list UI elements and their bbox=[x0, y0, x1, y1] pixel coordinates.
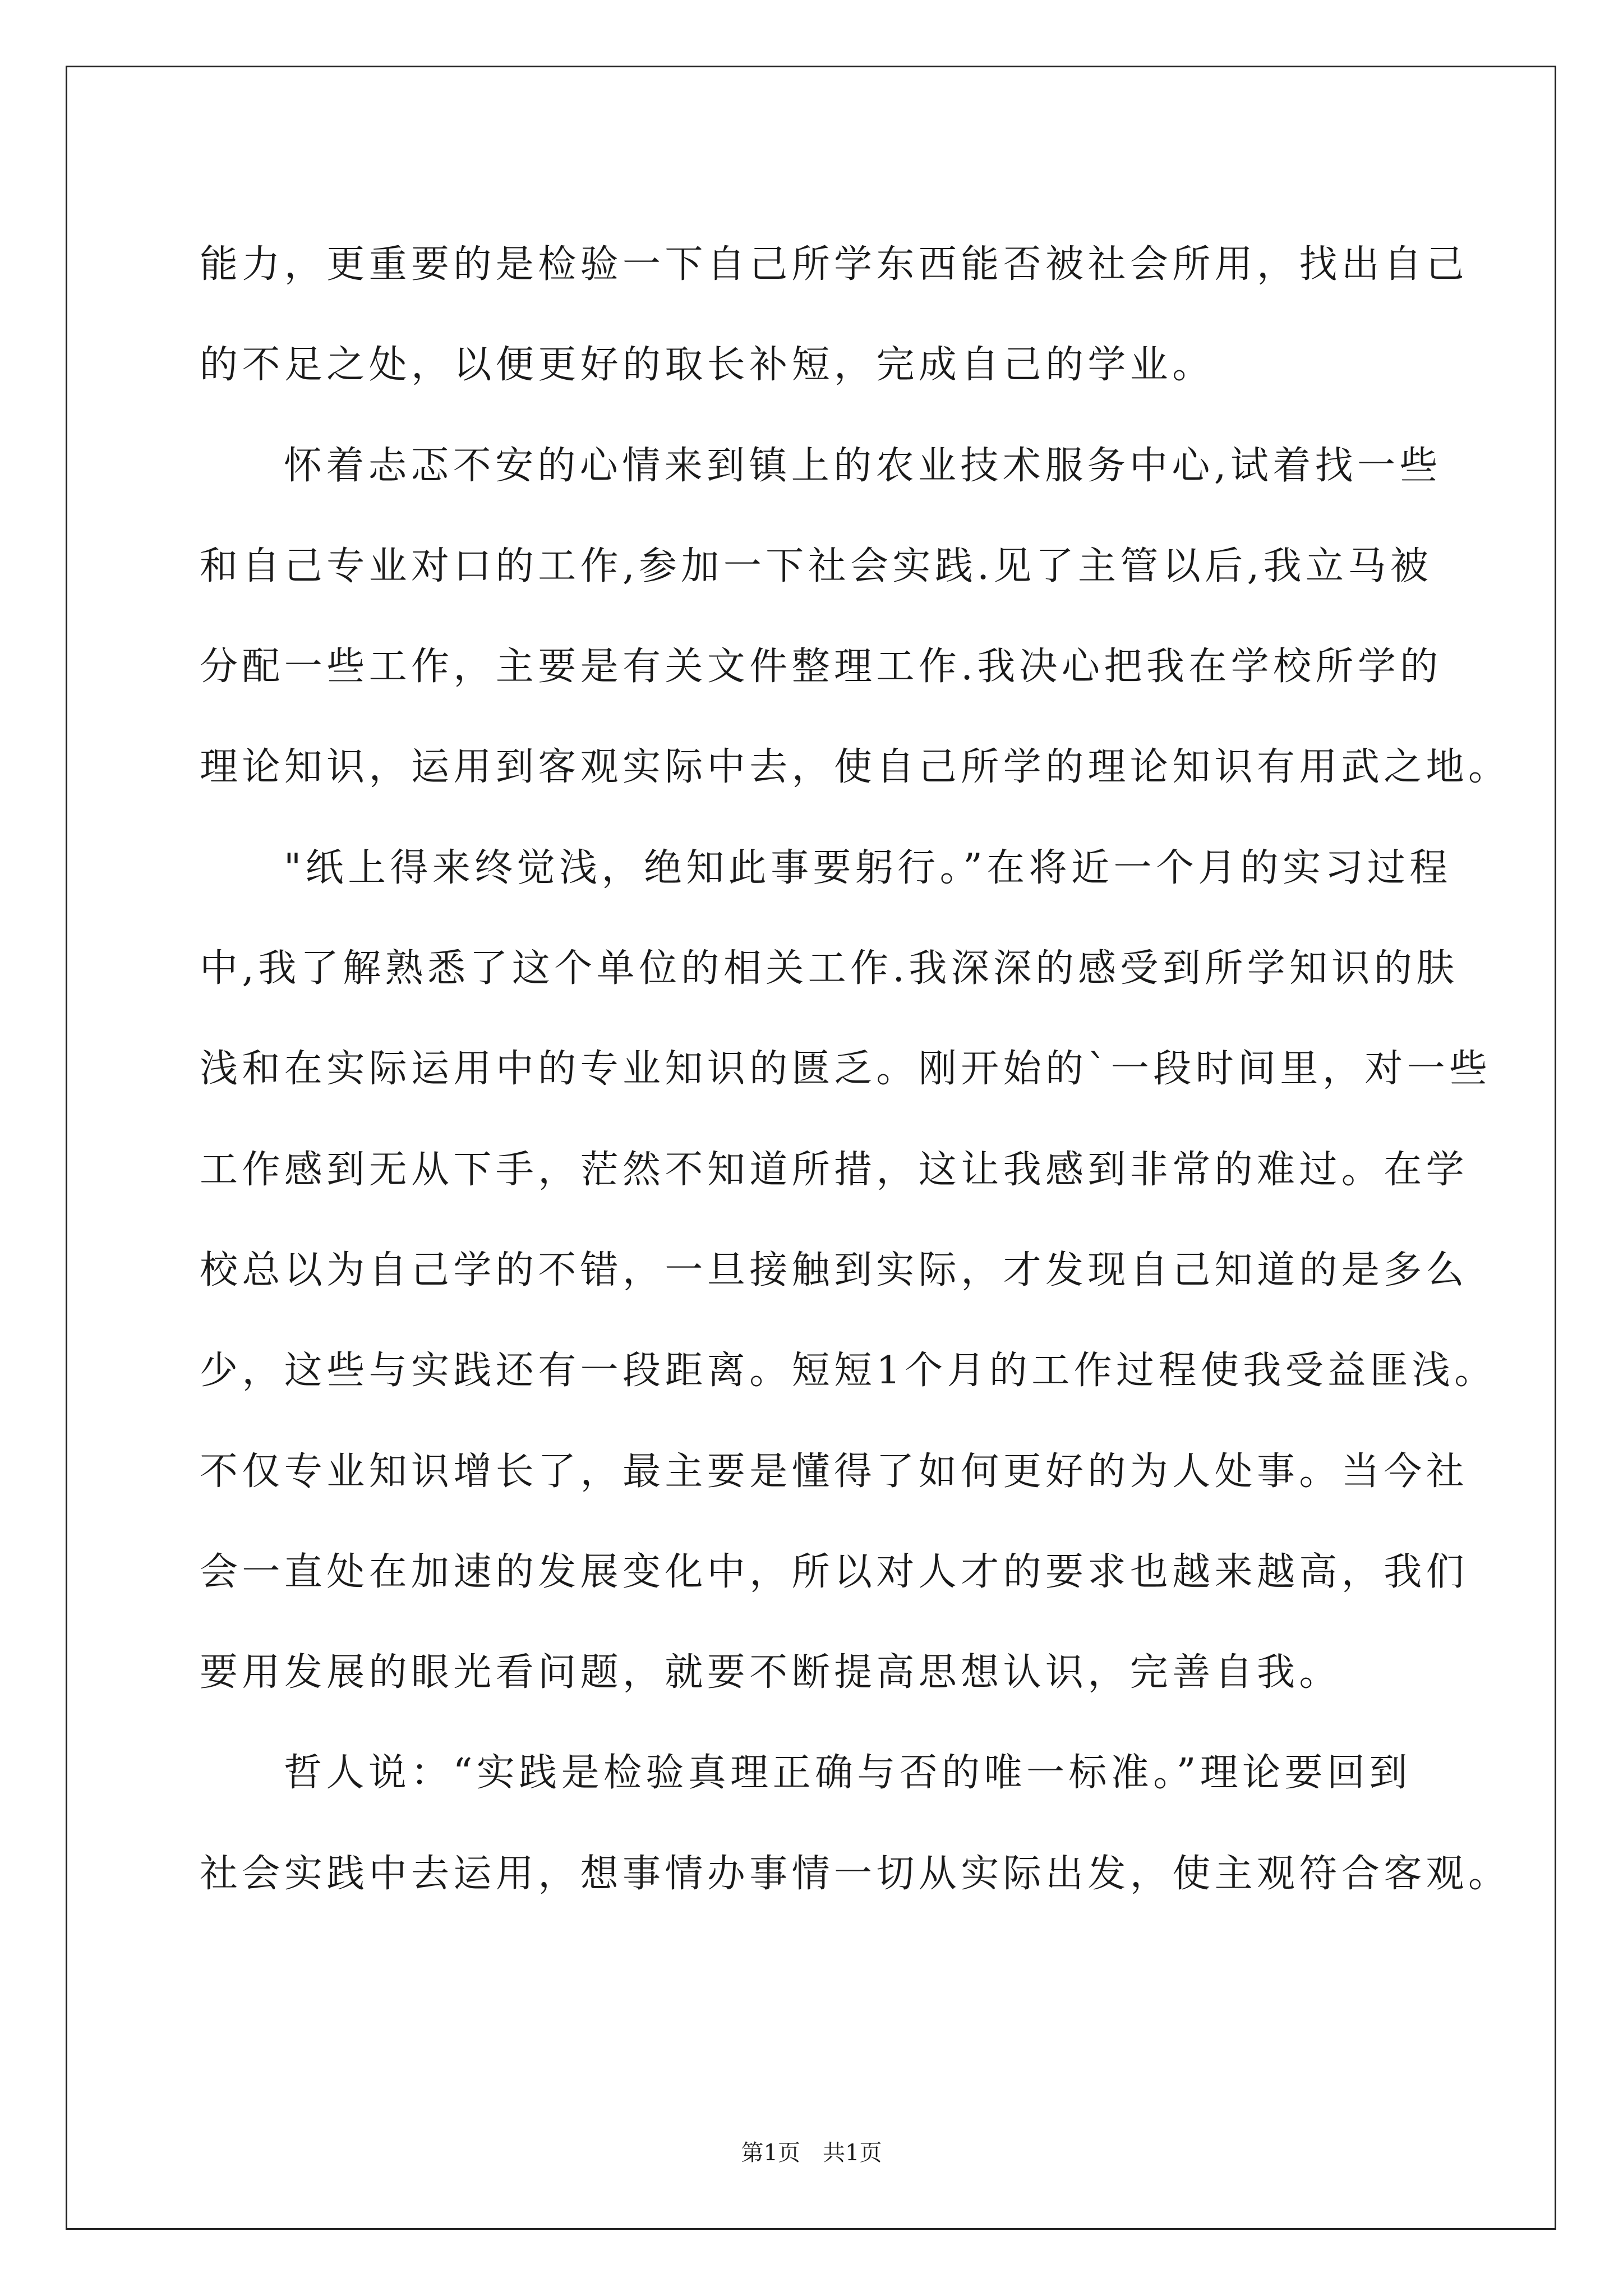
text-line: 工作感到无从下手，茫然不知道所措，这让我感到非常的难过。在学 bbox=[200, 1147, 1469, 1192]
text-line: 分配一些工作，主要是有关文件整理工作.我决心把我在学校所学的 bbox=[200, 645, 1442, 689]
text-line: 会一直处在加速的发展变化中，所以对人才的要求也越来越高，我们 bbox=[200, 1549, 1469, 1594]
text-line: 怀着忐忑不安的心情来到镇上的农业技术服务中心,试着找一些 bbox=[284, 443, 1442, 488]
text-line: 中,我了解熟悉了这个单位的相关工作.我深深的感受到所学知识的肤 bbox=[200, 946, 1459, 991]
text-line: 社会实践中去运用，想事情办事情一切从实际出发，使主观符合客观。 bbox=[200, 1851, 1511, 1896]
text-line: 和自己专业对口的工作,参加一下社会实践.见了主管以后,我立马被 bbox=[200, 544, 1433, 588]
text-line: 理论知识，运用到客观实际中去，使自己所学的理论知识有用武之地。 bbox=[200, 745, 1511, 790]
text-line: 要用发展的眼光看问题，就要不断提高思想认识，完善自我。 bbox=[200, 1650, 1341, 1695]
text-line: 浅和在实际运用中的专业知识的匮乏。刚开始的`一段时间里，对一些 bbox=[200, 1047, 1492, 1092]
text-line: 少，这些与实践还有一段距离。短短1个月的工作过程使我受益匪浅。 bbox=[200, 1349, 1497, 1393]
text-line: "纸上得来终觉浅，绝知此事要躬行。”在将近一个月的实习过程 bbox=[284, 845, 1452, 890]
text-line: 能力，更重要的是检验一下自己所学东西能否被社会所用，找出自己 bbox=[200, 242, 1469, 287]
text-line: 校总以为自己学的不错，一旦接触到实际，才发现自己知道的是多么 bbox=[200, 1248, 1469, 1292]
page-footer: 第1页 共1页 bbox=[741, 2140, 882, 2166]
body-text bbox=[200, 214, 1511, 1924]
text-line: 的不足之处，以便更好的取长补短，完成自己的学业。 bbox=[200, 343, 1215, 388]
text-line: 哲人说：“实践是检验真理正确与否的唯一标准。”理论要回到 bbox=[284, 1751, 1412, 1796]
text-line: 不仅专业知识增长了，最主要是懂得了如何更好的为人处事。当今社 bbox=[200, 1449, 1469, 1494]
